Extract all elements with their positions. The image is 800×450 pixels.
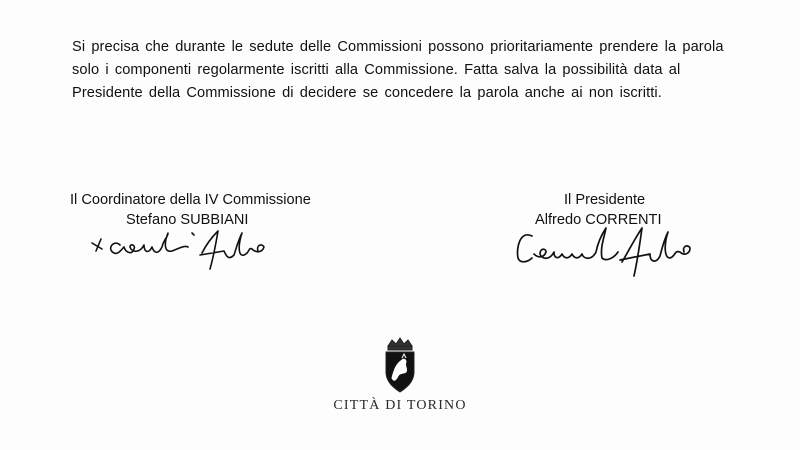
right-signer-name: Alfredo CORRENTI xyxy=(535,212,662,228)
body-paragraph-text: Si precisa che durante le sedute delle Commissioni possono prioritariamente prendere la parola solo i componenti regolarmente iscritti alla Commissione. Fatta salva la possibilità data al Presidente della Commissione di decidere se concedere la parola anche ai non iscritti. xyxy=(72,39,724,101)
city-name-wordmark: CITTÀ DI TORINO xyxy=(333,398,467,413)
left-signer-role: Il Coordinatore della IV Commissione xyxy=(70,192,311,208)
right-signer-role: Il Presidente xyxy=(564,192,646,208)
left-handwritten-signature xyxy=(88,225,298,285)
city-of-turin-coat-of-arms-icon xyxy=(378,336,422,394)
left-signature-block xyxy=(70,190,360,230)
right-handwritten-signature xyxy=(510,218,700,288)
body-paragraph xyxy=(72,36,752,105)
left-signer-name: Stefano SUBBIANI xyxy=(126,212,249,228)
